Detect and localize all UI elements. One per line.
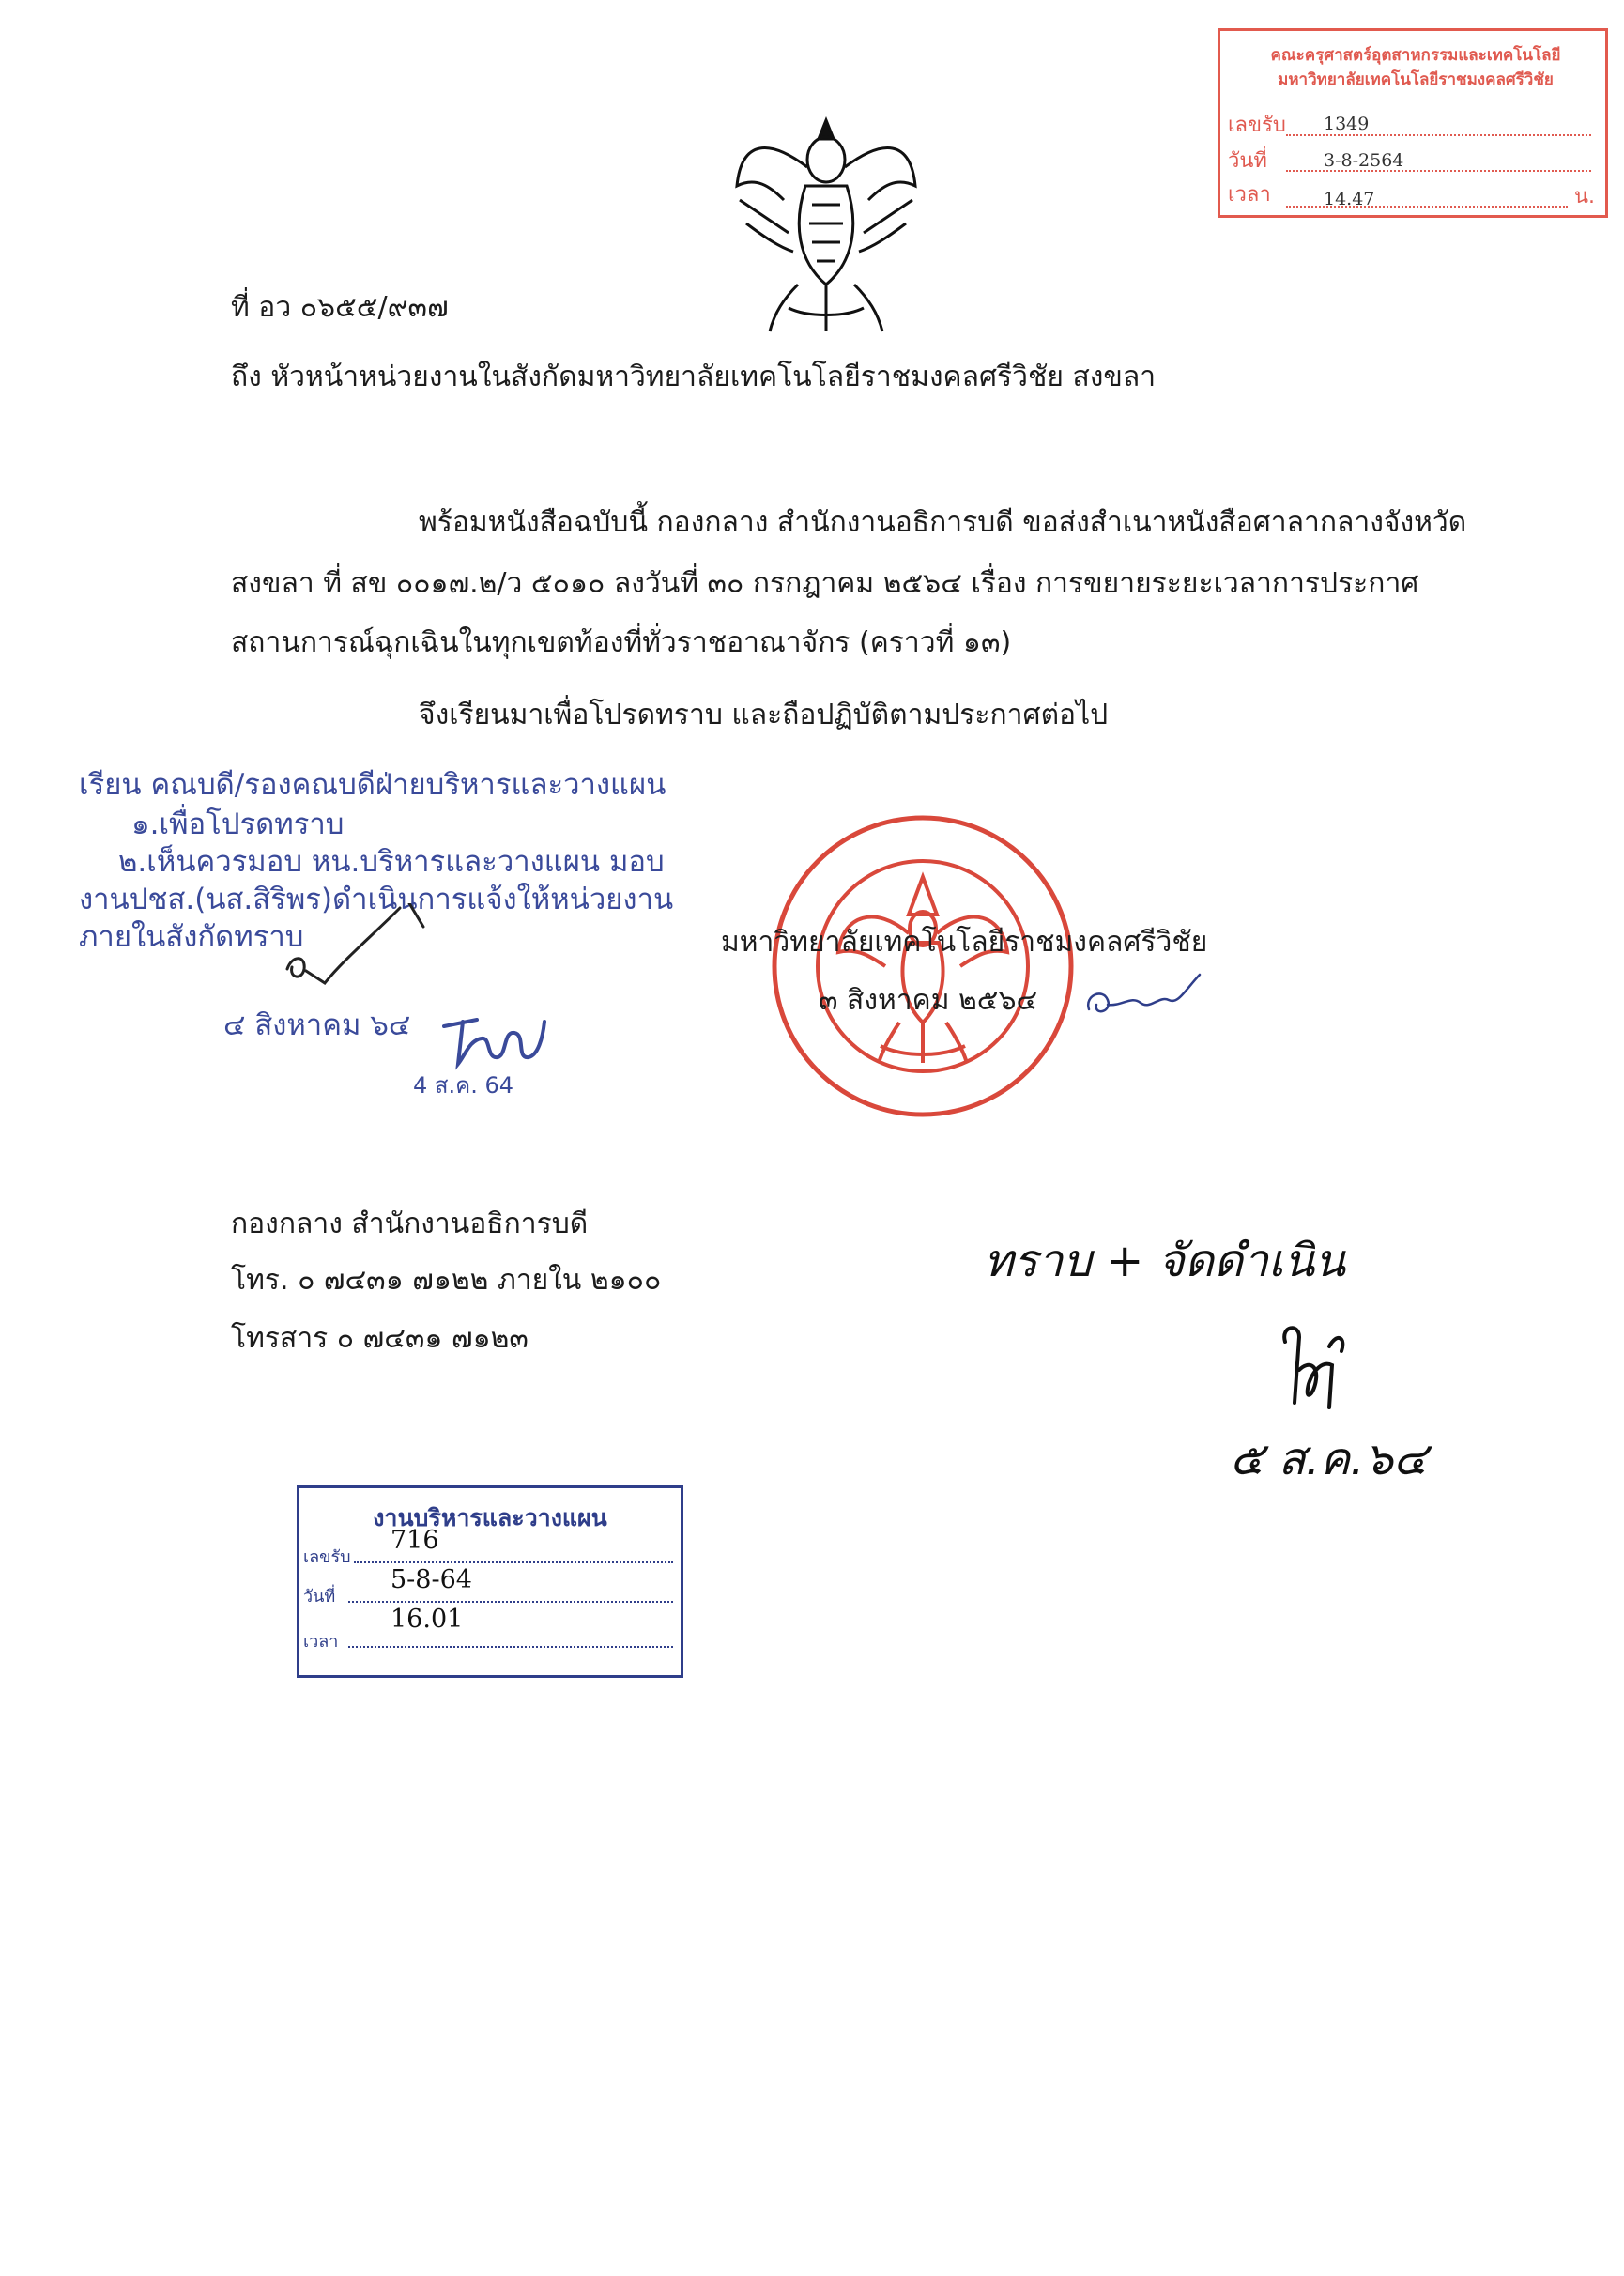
stamp-date: 3-8-2564 (1324, 150, 1404, 171)
planning-receipt-stamp (297, 1485, 683, 1678)
garuda-emblem-icon (732, 111, 920, 341)
stamp-title: งานบริหารและวางแผน (373, 1504, 607, 1531)
letter-closing: จึงเรียนมาเพื่อโปรดทราบ และถือปฏิบัติตามประกาศต่อไป (419, 699, 1109, 731)
handwritten-note-date: ๕ ส.ค.๖๔ (1230, 1433, 1428, 1485)
letter-body-line-1: พร้อมหนังสือฉบับนี้ กองกลาง สำนักงานอธิการบดี ขอส่งสำเนาหนังสือศาลากลางจังหวัด (419, 506, 1467, 539)
signatory-signature-icon (1080, 967, 1206, 1023)
signatory-org: มหาวิทยาลัยเทคโนโลยีราชมงคลศรีวิชัย (721, 926, 1208, 959)
endorsement-line-1: เรียน คณบดี/รองคณบดีฝ่ายบริหารและวางแผน (79, 768, 666, 802)
stamp-divider (348, 1601, 673, 1603)
official-university-seal-icon (768, 811, 1078, 1121)
dean-signature-icon (268, 903, 437, 997)
faculty-receipt-stamp (1218, 28, 1608, 218)
endorsement-line-2: ๑.เพื่อโปรดทราบ (131, 807, 345, 841)
stamp-time: 16.01 (391, 1605, 464, 1634)
stamp-date-label: วันที่ (303, 1587, 336, 1607)
endorsement-date: ๔ สิงหาคม ๖๔ (223, 1008, 411, 1042)
stamp-time-label: เวลา (303, 1632, 339, 1652)
endorsement-sign-date: 4 ส.ค. 64 (413, 1072, 514, 1099)
stamp-date: 5-8-64 (391, 1565, 472, 1594)
letter-ref-no: ที่ อว ๐๖๕๕/๙๓๗ (231, 291, 449, 324)
letter-addressee: ถึง หัวหน้าหน่วยงานในสังกัดมหาวิทยาลัยเทคโนโลยีราชมงคลศรีวิชัย สงขลา (231, 361, 1157, 393)
stamp-receive-no: 1349 (1324, 114, 1370, 134)
stamp-time: 14.47 (1324, 189, 1375, 209)
letter-body-line-2: สงขลา ที่ สข ๐๐๑๗.๒/ว ๕๐๑๐ ลงวันที่ ๓๐ กรกฎาคม ๒๕๖๔ เรื่อง การขยายระยะเวลาการประกาศ (231, 567, 1419, 600)
stamp-divider (1286, 134, 1591, 136)
signatory-date: ๓ สิงหาคม ๒๕๖๔ (819, 984, 1038, 1017)
stamp-receive-no-label: เลขรับ (1228, 114, 1286, 137)
endorsement-line-4: งานปชส.(นส.สิริพร)ดำเนินการแจ้งให้หน่วยงาน (79, 883, 674, 916)
stamp-org-line-2: มหาวิทยาลัยเทคโนโลยีราชมงคลศรีวิชัย (1278, 70, 1554, 89)
stamp-receive-no-label: เลขรับ (303, 1547, 351, 1567)
endorsement-line-3: ๒.เห็นควรมอบ หน.บริหารและวางแผน มอบ (118, 845, 665, 879)
contact-dept: กองกลาง สำนักงานอธิการบดี (231, 1207, 589, 1240)
stamp-org-line-1: คณะครุศาสตร์อุตสาหกรรมและเทคโนโลยี (1270, 46, 1561, 65)
stamp-receive-no: 716 (391, 1526, 439, 1555)
handwritten-note-line-1: ทราบ + จัดดำเนิน (984, 1235, 1346, 1287)
stamp-time-suffix: น. (1574, 185, 1596, 208)
assistant-signature-icon (439, 1012, 552, 1073)
stamp-divider (354, 1561, 673, 1563)
endorsement-line-5: ภายในสังกัดทราบ (79, 920, 304, 954)
letter-body-line-3: สถานการณ์ฉุกเฉินในทุกเขตท้องที่ทั่วราชอาณาจักร (คราวที่ ๑๓) (231, 626, 1012, 659)
contact-fax: โทรสาร ๐ ๗๔๓๑ ๗๑๒๓ (231, 1322, 529, 1355)
stamp-divider (348, 1646, 673, 1648)
stamp-date-label: วันที่ (1228, 149, 1267, 173)
contact-tel: โทร. ๐ ๗๔๓๑ ๗๑๒๒ ภายใน ๒๑๐๐ (231, 1264, 662, 1297)
stamp-time-label: เวลา (1228, 183, 1271, 207)
director-signature-icon (1271, 1318, 1356, 1422)
